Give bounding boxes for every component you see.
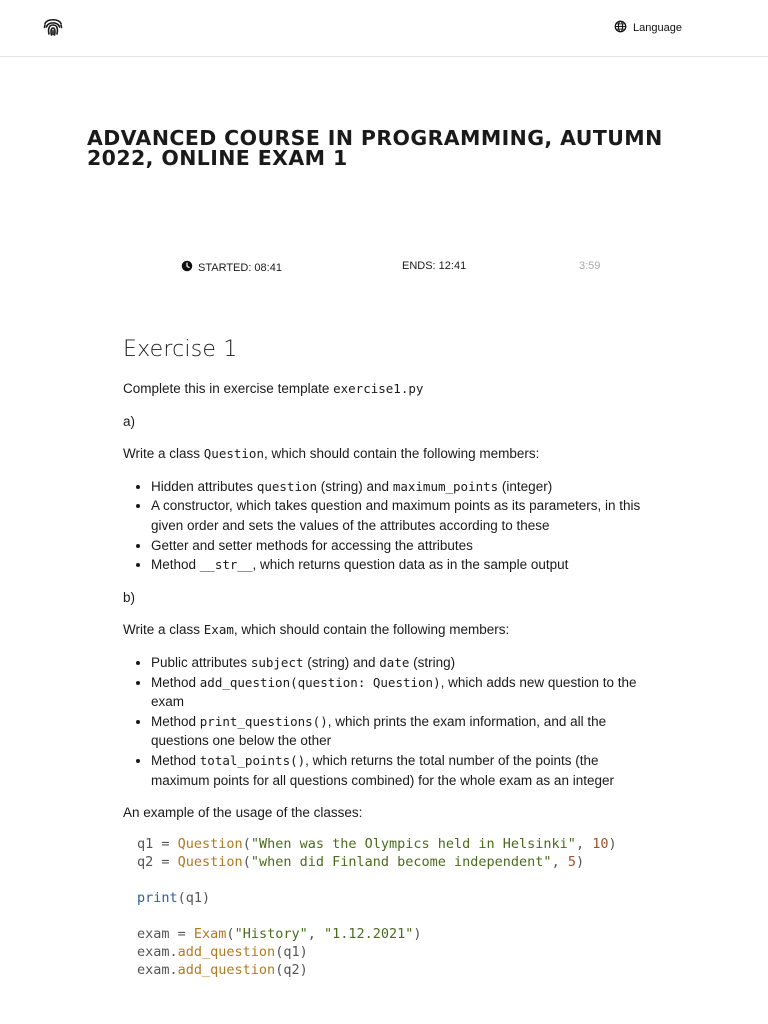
- globe-icon: [614, 20, 627, 36]
- code-string: "When was the Olympics held in Helsinki": [250, 836, 576, 852]
- code-line: [137, 854, 737, 872]
- template-filename: exercise1.py: [333, 381, 424, 396]
- code-punct: (q1): [275, 944, 308, 961]
- code-punct: ): [575, 853, 585, 870]
- code-line: [137, 944, 737, 962]
- part-a-list: [123, 477, 643, 575]
- code-variable: exam.: [137, 944, 178, 961]
- item-code: subject: [250, 654, 304, 670]
- part-b-lead: [123, 620, 643, 640]
- exam-timer-bar: [0, 260, 768, 276]
- code-punct: ): [413, 926, 422, 943]
- item-text: Method: [151, 753, 200, 769]
- item-text: Method: [151, 713, 200, 729]
- code-variable: exam: [137, 926, 170, 943]
- code-function: add_question: [177, 961, 276, 978]
- part-b-label: b): [123, 589, 136, 605]
- code-line: [137, 962, 737, 980]
- code-punct: ,: [307, 926, 324, 943]
- item-text: (string) and: [317, 478, 393, 494]
- time-remaining: 3:59: [579, 260, 601, 272]
- language-label: Language: [633, 22, 682, 34]
- end-time: ENDS: 12:41: [402, 260, 467, 272]
- item-text: , which returns the total number of the points (the maximum points for all questions combined) for the whole exam as an integer: [151, 753, 614, 788]
- lead-text: Write a class: [123, 622, 204, 638]
- item-code: add_question(question: Question): [199, 674, 441, 690]
- code-function: Exam: [193, 926, 227, 943]
- lead-text: , which should contain the following members:: [233, 622, 510, 638]
- part-a-label: a): [123, 413, 136, 429]
- item-code: maximum_points: [392, 478, 499, 494]
- lead-text: Write a class: [123, 446, 204, 461]
- code-operator: =: [153, 853, 178, 870]
- list-item: [151, 496, 643, 535]
- exercise-content: [123, 336, 643, 836]
- code-punct: ,: [551, 853, 568, 870]
- item-code: print_questions(): [199, 713, 328, 729]
- item-text: A constructor, which takes question and maximum points as its parameters, in this given order and sets the values of the attributes according to these: [151, 498, 641, 533]
- list-item: [151, 673, 643, 712]
- item-text: Getter and setter methods for accessing the attributes: [151, 537, 473, 553]
- started-time: [181, 260, 282, 275]
- item-text: Public attributes: [151, 654, 251, 670]
- list-item: [151, 653, 643, 673]
- language-button[interactable]: [614, 18, 682, 38]
- code-punct: ): [608, 836, 617, 852]
- code-variable: q1: [137, 836, 154, 852]
- top-navigation-bar: [0, 0, 768, 57]
- code-blank-line: [137, 908, 737, 927]
- code-line: [137, 890, 737, 908]
- list-item: [151, 536, 643, 556]
- code-function: add_question: [177, 944, 276, 961]
- code-variable: exam.: [137, 961, 178, 978]
- example-label: An example of the usage of the classes:: [123, 805, 363, 821]
- code-line: [137, 926, 737, 944]
- intro-text: Complete this in exercise template: [123, 381, 334, 396]
- item-text: , which adds new question to the exam: [151, 674, 637, 710]
- lead-text: , which should contain the following members:: [264, 446, 540, 461]
- fingerprint-icon[interactable]: [41, 15, 65, 39]
- item-code: __str__: [199, 557, 253, 573]
- code-string: "when did Finland become independent": [250, 853, 552, 870]
- item-code: date: [379, 654, 410, 670]
- code-punct: ,: [575, 836, 593, 852]
- code-variable: q2: [137, 853, 154, 870]
- code-function: Question: [177, 836, 243, 852]
- exercise-intro: [123, 379, 643, 399]
- part-a-lead: [123, 444, 643, 464]
- code-punct: (: [242, 836, 251, 852]
- code-punct: (: [226, 926, 235, 943]
- code-operator: =: [169, 926, 194, 943]
- code-string: "History": [234, 926, 308, 943]
- part-b-list: [123, 653, 643, 790]
- started-label: STARTED: 08:41: [198, 261, 282, 274]
- code-builtin: print: [137, 890, 178, 907]
- exam-title: ADVANCED COURSE IN PROGRAMMING, AUTUMN 2022, ONLINE EXAM 1: [87, 126, 663, 170]
- code-punct: (q2): [275, 961, 308, 978]
- clock-icon: [181, 260, 193, 275]
- item-code: total_points(): [199, 753, 306, 769]
- item-text: (integer): [498, 478, 553, 494]
- item-text: , which prints the exam information, and all the questions one below the other: [151, 713, 607, 749]
- code-blank-line: [137, 872, 737, 891]
- code-line: [137, 836, 737, 854]
- item-code: question: [256, 478, 318, 494]
- exercise-heading: Exercise 1: [123, 337, 238, 362]
- class-name: Question: [203, 446, 264, 461]
- list-item: [151, 477, 643, 497]
- code-punct: (q1): [177, 890, 211, 907]
- code-function: Question: [177, 853, 243, 870]
- code-string: "1.12.2021": [323, 926, 414, 943]
- item-text: Hidden attributes: [151, 478, 257, 494]
- list-item: [151, 712, 643, 751]
- list-item: [151, 555, 643, 575]
- item-text: Method: [151, 557, 200, 573]
- item-text: (string) and: [303, 654, 380, 670]
- code-operator: =: [153, 836, 178, 852]
- list-item: [151, 751, 643, 790]
- code-number: 5: [567, 853, 576, 870]
- class-name: Exam: [203, 622, 234, 638]
- code-number: 10: [592, 836, 609, 852]
- item-text: (string): [409, 654, 456, 670]
- code-punct: (: [242, 853, 251, 870]
- item-text: Method: [151, 674, 200, 690]
- item-text: , which returns question data as in the sample output: [252, 557, 569, 573]
- example-code-block: [137, 836, 737, 980]
